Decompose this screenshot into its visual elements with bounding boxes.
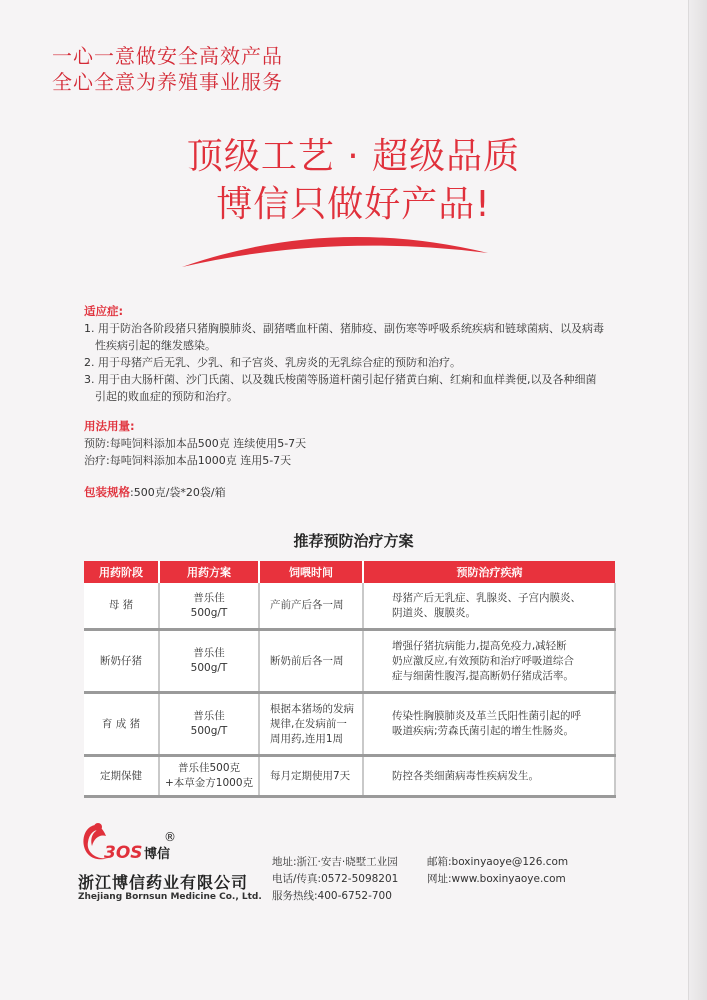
red-swoosh-decoration: [180, 225, 490, 270]
indications-label: 适应症:: [84, 304, 124, 318]
indications-section: [84, 303, 644, 405]
time-line: 规律,在发病前一: [270, 717, 347, 730]
hotline-text: 服务热线:400-6752-700: [272, 890, 392, 902]
col-header-stage: 用药阶段: [84, 561, 159, 583]
registered-mark: ®: [164, 830, 176, 844]
cell-plan: [159, 630, 259, 693]
plan-line: 普乐佳: [193, 647, 225, 659]
company-name-en: Zhejiang Bornsun Medicine Co., Ltd.: [78, 892, 262, 902]
cell-disease: [363, 630, 615, 693]
contact-left: [272, 854, 398, 905]
dosage-prevent: 预防:每吨饲料添加本品500克 连续使用5-7天: [84, 437, 307, 450]
cell-stage: 定期保健: [84, 756, 159, 797]
plan-line: 普乐佳500克: [177, 762, 241, 774]
table-row: [84, 756, 615, 797]
cell-time: [259, 693, 363, 756]
cell-stage: 育 成 猪: [84, 693, 159, 756]
plan-line: +本草金方1000克: [164, 777, 254, 789]
plan-line: 普乐佳: [193, 591, 225, 604]
cell-stage: 母 猪: [84, 583, 159, 630]
col-header-disease: 预防治疗疾病: [363, 561, 615, 583]
indication-item: 2. 用于母猪产后无乳、少乳、和子宫炎、乳房炎的无乳综合症的预防和治疗。: [84, 356, 461, 369]
cell-plan: [159, 693, 259, 756]
plan-line: 普乐佳: [193, 710, 225, 722]
dosage-label: 用法用量:: [84, 419, 135, 433]
svg-text:博信: 博信: [144, 847, 171, 862]
contact-right: [427, 854, 568, 888]
indication-item: 3. 用于由大肠杆菌、沙门氏菌、以及魏氏梭菌等肠道杆菌引起仔猪黄白痢、红痢和血样粪便,以及各种细菌: [84, 373, 597, 386]
disease-line: 传染性胸膜肺炎及革兰氏阳性菌引起的呼: [392, 710, 581, 722]
cell-stage: 断奶仔猪: [84, 630, 159, 693]
phone-text: 电话/传真:0572-5098201: [272, 873, 399, 885]
packaging-label: 包装规格: [84, 485, 130, 499]
disease-line: 母猪产后无乳症、乳腺炎、子宫内膜炎、: [392, 591, 581, 604]
indication-item: 1. 用于防治各阶段猪只猪胸膜肺炎、副猪嗜血杆菌、猪肺疫、副伤寒等呼吸系统疾病和链球菌病、以及病毒: [84, 322, 604, 335]
indication-item: 引起的败血症的预防和治疗。: [95, 390, 238, 403]
packaging-value: :500克/袋*20袋/箱: [130, 486, 226, 499]
table-row: [84, 583, 615, 630]
table-row: [84, 630, 615, 693]
dosage-section: [84, 418, 644, 469]
time-line: 产前产后各一周: [270, 599, 344, 611]
cell-plan: [159, 583, 259, 630]
plan-line: 500g/T: [190, 662, 228, 674]
treatment-table: [84, 561, 616, 798]
website-text: 网址:www.boxinyaoye.com: [427, 873, 566, 885]
cell-time: [259, 583, 363, 630]
headline-line-2: 博信只做好产品!: [216, 184, 491, 225]
plan-line: 500g/T: [190, 606, 228, 619]
cell-disease: [363, 583, 615, 630]
indication-item: 性疾病引起的继发感染。: [95, 339, 216, 352]
disease-line: 阴道炎、腹膜炎。: [392, 606, 476, 619]
cell-plan: [159, 756, 259, 797]
disease-line: 吸道疾病;劳森氏菌引起的增生性肠炎。: [392, 725, 575, 737]
disease-line: 奶应激反应,有效预防和治疗呼吸道综合: [392, 654, 574, 667]
svg-text:3OS: 3OS: [104, 843, 143, 863]
cell-disease: [363, 693, 615, 756]
time-line: 周用药,连用1周: [270, 732, 344, 745]
email-text: 邮箱:boxinyaoye@126.com: [427, 856, 569, 868]
table-title: 推荐预防治疗方案: [293, 532, 414, 550]
headline-line-1: 顶级工艺 · 超级品质: [186, 136, 521, 177]
address-text: 地址:浙江·安吉·晓墅工业园: [272, 856, 398, 868]
dosage-treat: 治疗:每吨饲料添加本品1000克 连用5-7天: [84, 454, 292, 467]
cell-disease: [363, 756, 615, 797]
packaging-section: [84, 484, 644, 501]
company-logo: [78, 818, 198, 868]
slogan-line-2: 全心全意为养殖事业服务: [52, 70, 283, 94]
table-header-row: [84, 561, 615, 583]
disease-line: 增强仔猪抗病能力,提高免疫力,减轻断: [392, 639, 567, 652]
time-line: 根据本猪场的发病: [270, 702, 354, 715]
plan-line: 500g/T: [190, 725, 228, 737]
time-line: 断奶前后各一周: [270, 654, 344, 667]
cell-time: [259, 756, 363, 797]
col-header-plan: 用药方案: [159, 561, 259, 583]
table-row: [84, 693, 615, 756]
disease-line: 症与细菌性腹泻,提高断奶仔猪成活率。: [392, 669, 574, 682]
disease-line: 防控各类细菌病毒性疾病发生。: [392, 769, 539, 782]
col-header-time: 饲喂时间: [259, 561, 363, 583]
slogan-line-1: 一心一意做安全高效产品: [52, 44, 283, 68]
cell-time: [259, 630, 363, 693]
company-name-cn: 浙江博信药业有限公司: [78, 873, 249, 892]
time-line: 每月定期使用7天: [270, 769, 351, 782]
